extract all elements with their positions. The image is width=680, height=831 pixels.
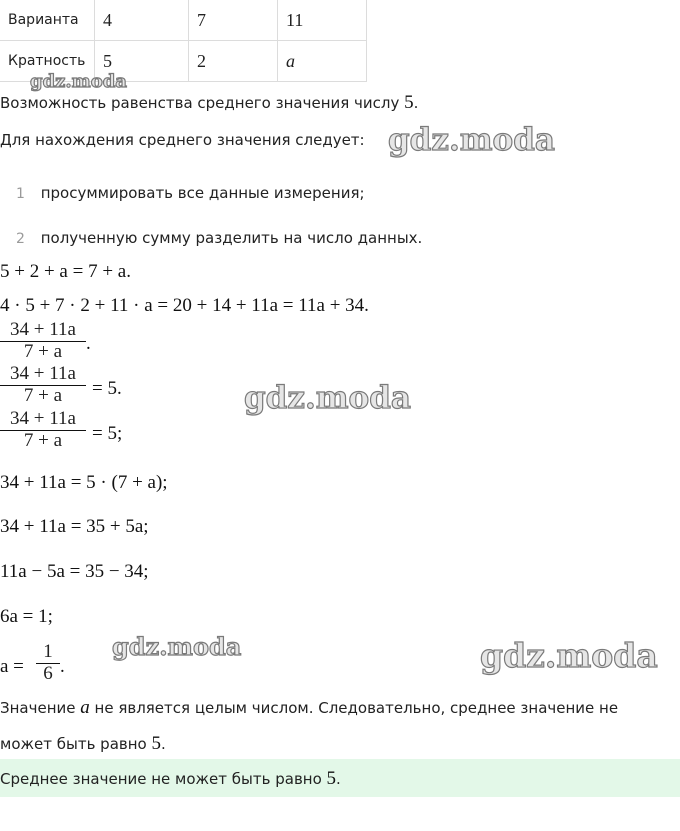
watermark: gdz.moda: [480, 636, 658, 675]
equation-step4: 6a = 1;: [0, 606, 53, 627]
possibility-line: [0, 92, 418, 114]
table-cell: 4: [95, 0, 189, 41]
data-table: [0, 0, 367, 82]
table-cell: 7: [189, 0, 278, 41]
conclusion-number: 5: [151, 733, 161, 754]
fraction: [0, 320, 86, 362]
fraction: [0, 409, 86, 451]
conclusion-end: .: [161, 735, 166, 753]
answer-number: 5: [326, 768, 337, 789]
watermark: gdz.moda: [388, 122, 555, 158]
equation-step1: 34 + 11a = 5 · (7 + a);: [0, 472, 168, 493]
conclusion-text: Значение: [0, 699, 81, 717]
conclusion-variable: a: [80, 697, 90, 718]
watermark: gdz.moda: [112, 632, 242, 661]
table-cell: a: [278, 41, 367, 82]
equation-step3: 11a − 5a = 35 − 34;: [0, 561, 149, 582]
equation-step2: 34 + 11a = 35 + 5a;: [0, 516, 149, 537]
fraction-tail: = 5.: [92, 378, 122, 399]
list-item-number: 1: [16, 186, 25, 202]
list-item: [16, 229, 422, 247]
table-header-cell: Кратность: [0, 41, 95, 82]
conclusion-line-1: [0, 697, 618, 719]
fraction-tail: = 5;: [92, 423, 123, 444]
result-lhs: a =: [0, 656, 24, 677]
list-item: [16, 184, 365, 202]
table-header-cell: Варианта: [0, 0, 95, 41]
fraction-denominator: 7 + a: [23, 341, 63, 362]
watermark: gdz.moda: [30, 71, 127, 92]
result-fraction: [36, 642, 60, 684]
fraction-denominator: 7 + a: [23, 430, 63, 451]
table-cell: 2: [189, 41, 278, 82]
fraction: [0, 364, 86, 406]
possibility-text: Возможность равенства среднего значения числу: [0, 94, 405, 112]
fraction-numerator: 34 + 11a: [10, 408, 76, 429]
list-item-number: 2: [16, 231, 25, 247]
result-end: .: [60, 656, 65, 677]
table-row: [0, 0, 367, 41]
fraction-numerator: 1: [43, 641, 53, 662]
fraction-denominator: 6: [43, 663, 53, 684]
answer-box: [0, 759, 680, 797]
equation-weighted-sum: 4 · 5 + 7 · 2 + 11 · a = 20 + 14 + 11a = 11a + 34.: [0, 295, 369, 316]
possibility-end: .: [413, 94, 419, 112]
method-intro: Для нахождения среднего значения следует:: [0, 131, 365, 149]
answer-line: [0, 768, 341, 790]
fraction-tail: .: [86, 333, 91, 354]
list-item-text: просуммировать все данные измерения;: [40, 184, 365, 202]
conclusion-text: может быть равно: [0, 735, 152, 753]
table-cell: 5: [95, 41, 189, 82]
watermark: gdz.moda: [244, 380, 411, 416]
conclusion-text: не является целым числом. Следовательно, среднее значение не: [89, 699, 619, 717]
possibility-number: 5: [404, 92, 414, 113]
fraction-numerator: 34 + 11a: [10, 363, 76, 384]
fraction-denominator: 7 + a: [23, 385, 63, 406]
answer-text: Среднее значение не может быть равно: [0, 770, 327, 788]
equation-sum-count: 5 + 2 + a = 7 + a.: [0, 261, 131, 282]
list-item-text: полученную сумму разделить на число данных.: [40, 229, 423, 247]
answer-end: .: [336, 770, 341, 788]
fraction-numerator: 34 + 11a: [10, 319, 76, 340]
conclusion-line-2: [0, 733, 166, 755]
table-cell: 11: [278, 0, 367, 41]
